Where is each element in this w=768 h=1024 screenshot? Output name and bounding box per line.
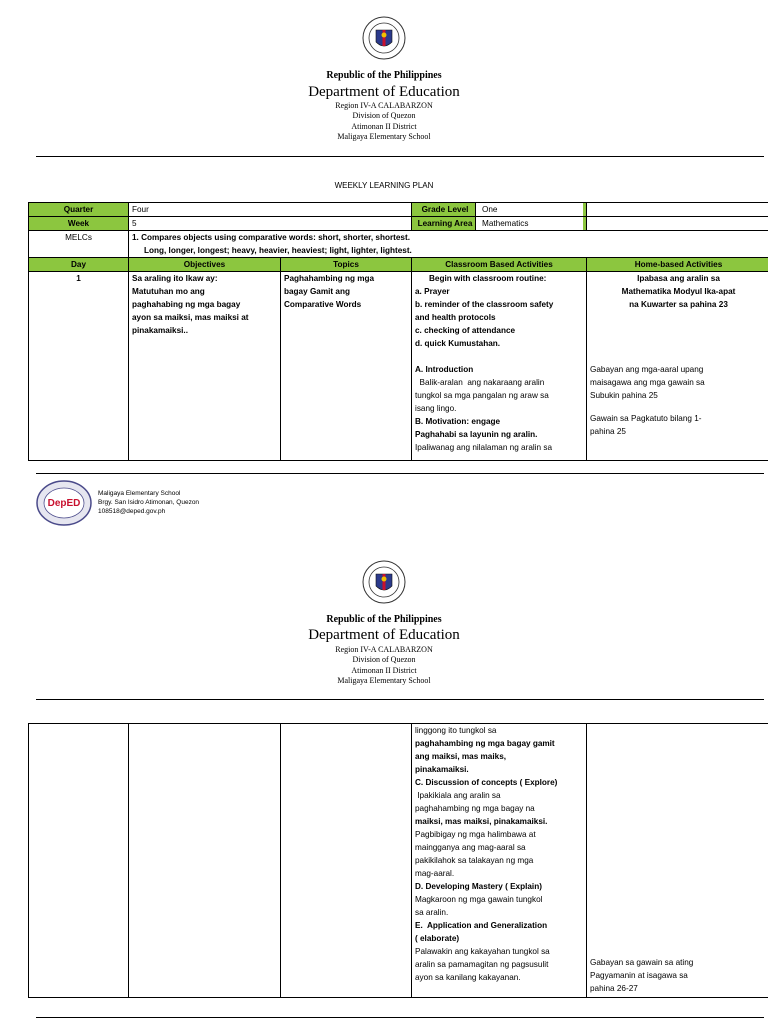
- melcs-line-2: Long, longer, longest; heavy, heavier, heaviest; light, lighter, lightest.: [144, 246, 412, 255]
- classroom-line: Ipakikiala ang aralin sa: [415, 791, 501, 800]
- footer-info: [98, 489, 199, 516]
- classroom-line: ang maiksi, mas maiks,: [415, 752, 507, 761]
- week-label: Week: [29, 217, 129, 231]
- objectives-line: pinakamaiksi..: [132, 326, 188, 335]
- objectives-line: paghahabing ng mga bagay: [132, 300, 241, 309]
- topics-line: Comparative Words: [284, 300, 362, 309]
- topics-line: bagay Gamit ang: [284, 287, 350, 296]
- classroom-line: linggong ito tungkol sa: [415, 726, 497, 735]
- classroom-line: maiksi, mas maiksi, pinakamaiksi.: [415, 817, 548, 826]
- classroom-line: Begin with classroom routine:: [429, 274, 547, 283]
- department-heading: Department of Education: [308, 627, 460, 643]
- classroom-line: pinakamaiksi.: [415, 765, 469, 774]
- home-line: Gabayan ang mga-aaral upang: [590, 365, 704, 374]
- home-line: Gabayan sa gawain sa ating: [590, 958, 694, 967]
- deped-seal-icon: [362, 560, 406, 604]
- header-divider: [36, 699, 764, 700]
- classroom-line: aralin sa pamamagitan ng pagsusulit: [415, 960, 549, 969]
- footer-email: 108518@deped.gov.ph: [98, 508, 166, 515]
- grade-level-extra-cell: [587, 203, 768, 217]
- republic-heading: Republic of the Philippines: [326, 70, 442, 81]
- classroom-line: c. checking of attendance: [415, 326, 516, 335]
- classroom-line: isang lingo.: [415, 404, 457, 413]
- region-text: Region IV-A CALABARZON: [335, 101, 433, 110]
- classroom-line: paghahambing ng mga bagay gamit: [415, 739, 555, 748]
- classroom-line: tungkol sa mga pangalan ng araw sa: [415, 391, 549, 400]
- objectives-line: ayon sa maiksi, mas maiksi at: [132, 313, 249, 322]
- footer-school: Maligaya Elementary School: [98, 490, 181, 497]
- classroom-activities-cell-continued: [412, 724, 587, 998]
- day-cell-continued: [29, 724, 129, 998]
- classroom-line: A. Introduction: [415, 365, 474, 374]
- page2-footer-divider: [36, 1017, 764, 1018]
- home-page-number: 23: [718, 300, 728, 309]
- classroom-line: paghahambing ng mga bagay na: [415, 804, 535, 813]
- topics-line: Paghahambing ng mga: [284, 274, 375, 283]
- learning-plan-table-continued: [28, 723, 768, 998]
- district-text: Atimonan II District: [351, 666, 417, 675]
- classroom-line: D. Developing Mastery ( Explain): [415, 882, 542, 891]
- grade-level-label: [412, 203, 587, 217]
- school-text: Maligaya Elementary School: [337, 676, 431, 685]
- classroom-line: Ipaliwanag ang nilalaman ng aralin sa: [415, 443, 553, 452]
- republic-heading: Republic of the Philippines: [326, 614, 442, 625]
- quarter-value: Four: [129, 203, 412, 217]
- classroom-line: E. Application and Generalization: [415, 921, 548, 930]
- footer-address: Brgy. San Isidro Atimonan, Quezon: [98, 499, 200, 506]
- home-line: pahina 26-27: [590, 984, 638, 993]
- classroom-line: ayon sa kanilang kakayanan.: [415, 973, 521, 982]
- district-text: Atimonan II District: [351, 122, 417, 131]
- objectives-line: Sa araling ito Ikaw ay:: [132, 274, 218, 283]
- classroom-line: maingganya ang mag-aaral sa: [415, 843, 526, 852]
- home-activities-cell-continued: [587, 724, 768, 998]
- home-line: Pagyamanin at isagawa sa: [590, 971, 688, 980]
- classroom-line: B. Motivation: engage: [415, 417, 501, 426]
- learning-area-extra-cell: [587, 217, 768, 231]
- learning-plan-table: [28, 202, 768, 461]
- division-text: Division of Quezon: [352, 111, 416, 120]
- learning-area-label-text: Learning Area: [417, 219, 473, 228]
- classroom-line: d. quick Kumustahan.: [415, 339, 501, 348]
- quarter-label: Quarter: [29, 203, 129, 217]
- melcs-label: MELCs: [29, 231, 129, 258]
- classroom-line: Pagbibigay ng mga halimbawa at: [415, 830, 536, 839]
- classroom-line: Magkaroon ng mga gawain tungkol: [415, 895, 543, 904]
- deped-seal-icon: [362, 16, 406, 60]
- classroom-line: b. reminder of the classroom safety: [415, 300, 554, 309]
- objectives-cell-continued: [129, 724, 281, 998]
- objectives-line: Matutuhan mo ang: [132, 287, 205, 296]
- home-line: Gawain sa Pagkatuto bilang 1-: [590, 414, 702, 423]
- column-header-home: Home-based Activities: [587, 258, 768, 272]
- classroom-line: pakikilahok sa talakayan ng mga: [415, 856, 534, 865]
- classroom-line: Paghahabi sa layunin ng aralin.: [415, 430, 538, 439]
- home-activities-cell: [587, 272, 768, 461]
- home-spacer: [590, 402, 767, 412]
- classroom-line: and health protocols: [415, 313, 496, 322]
- learning-area-label: [412, 217, 587, 231]
- home-line-with-page: [590, 298, 767, 311]
- document-title: WEEKLY LEARNING PLAN: [334, 181, 434, 190]
- school-text: Maligaya Elementary School: [337, 132, 431, 141]
- melcs-line-1: 1. Compares objects using comparative words: short, shorter, shortest.: [132, 233, 410, 242]
- column-header-day: Day: [29, 258, 129, 272]
- classroom-line: mag-aaral.: [415, 869, 455, 878]
- classroom-line: C. Discussion of concepts ( Explore): [415, 778, 558, 787]
- column-header-objectives: Objectives: [129, 258, 281, 272]
- home-line-text: na Kuwarter sa pahina: [629, 300, 719, 309]
- home-line: Subukin pahina 25: [590, 391, 658, 400]
- objectives-cell: [129, 272, 281, 461]
- classroom-line: a. Prayer: [415, 287, 450, 296]
- column-header-classroom: Classroom Based Activities: [412, 258, 587, 272]
- melcs-content: [129, 231, 768, 258]
- classroom-line: ( elaborate): [415, 934, 460, 943]
- classroom-line: sa aralin.: [415, 908, 449, 917]
- column-header-topics: Topics: [281, 258, 412, 272]
- school-logo-text: DepED: [47, 498, 81, 509]
- home-line: maisagawa ang mga gawain sa: [590, 378, 705, 387]
- topics-cell-continued: [281, 724, 412, 998]
- classroom-line: Balik-aralan ang nakaraang aralin: [415, 378, 545, 387]
- classroom-line: Palawakin ang kakayahan tungkol sa: [415, 947, 550, 956]
- grade-level-label-text: Grade Level: [421, 205, 469, 214]
- school-logo-icon: [36, 480, 92, 526]
- week-value: 5: [129, 217, 412, 231]
- classroom-activities-cell: [412, 272, 587, 461]
- page1-footer-divider: [36, 473, 764, 474]
- classroom-blank-line: [415, 350, 583, 363]
- home-line: Mathematika Modyul Ika-apat: [621, 287, 736, 296]
- home-line: pahina 25: [590, 427, 626, 436]
- home-line: Ipabasa ang aralin sa: [637, 274, 720, 283]
- region-text: Region IV-A CALABARZON: [335, 645, 433, 654]
- topics-cell: [281, 272, 412, 461]
- division-text: Division of Quezon: [352, 655, 416, 664]
- grade-level-value: One: [475, 203, 583, 216]
- day-value: 1: [29, 272, 129, 461]
- learning-area-value: Mathematics: [475, 217, 583, 230]
- home-spacer: [590, 311, 767, 363]
- header-divider: [36, 156, 764, 157]
- department-heading: Department of Education: [308, 84, 460, 100]
